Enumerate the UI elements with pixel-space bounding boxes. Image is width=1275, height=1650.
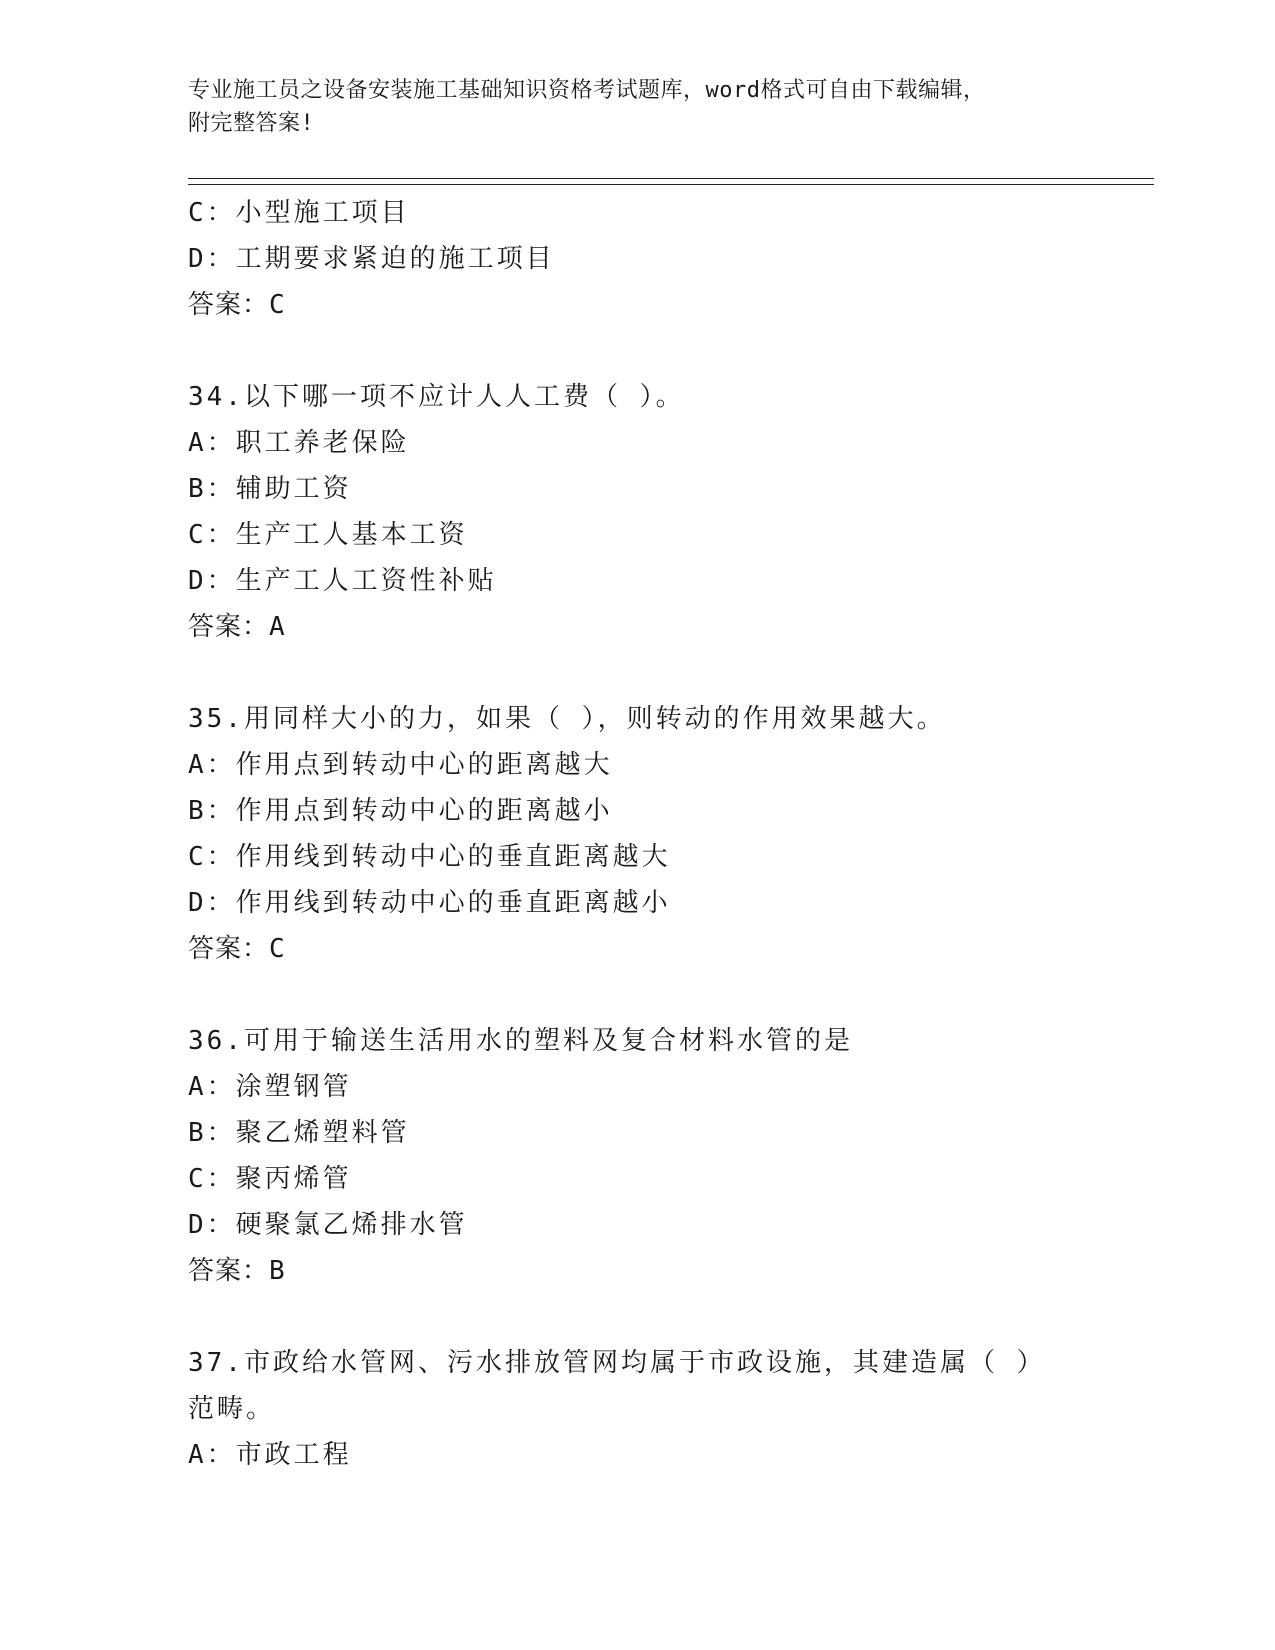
answer-line: [188, 926, 1088, 972]
header-rule-top: [188, 178, 1154, 179]
option-d: D：生产工人工资性补贴: [188, 566, 497, 596]
question-list: [188, 190, 1088, 1478]
answer-line: [188, 604, 1088, 650]
question-37: [188, 1340, 1088, 1478]
option-a: A：涂塑钢管: [188, 1072, 352, 1102]
header-line-2: 附完整答案!: [188, 111, 315, 136]
answer-value: A: [269, 612, 286, 642]
question-34: [188, 374, 1088, 650]
question-stem: 34.以下哪一项不应计人人工费（ ）。: [188, 382, 685, 412]
option-c: C：聚丙烯管: [188, 1164, 352, 1194]
option-c: C：作用线到转动中心的垂直距离越大: [188, 842, 671, 872]
option-b: B：作用点到转动中心的距离越小: [188, 796, 613, 826]
answer-label: 答案：: [188, 1256, 270, 1286]
document-header: [188, 74, 1088, 140]
option-a: A：职工养老保险: [188, 428, 410, 458]
question-continued: [188, 190, 1088, 328]
question-35: [188, 696, 1088, 972]
answer-line: [188, 1248, 1088, 1294]
question-stem: 37.市政给水管网、污水排放管网均属于市政设施，其建造属（ ）范畴。: [188, 1348, 1046, 1424]
answer-value: C: [269, 934, 286, 964]
option-d: D：硬聚氯乙烯排水管: [188, 1210, 468, 1240]
answer-label: 答案：: [188, 612, 270, 642]
answer-line: [188, 282, 1088, 328]
option-a: A：市政工程: [188, 1440, 352, 1470]
question-stem: 36.可用于输送生活用水的塑料及复合材料水管的是: [188, 1026, 853, 1056]
option-b: B：辅助工资: [188, 474, 352, 504]
option-a: A：作用点到转动中心的距离越大: [188, 750, 613, 780]
option-c: C：生产工人基本工资: [188, 520, 468, 550]
header-rule-bottom: [188, 184, 1154, 185]
option-c: C：小型施工项目: [188, 198, 410, 228]
option-b: B：聚乙烯塑料管: [188, 1118, 410, 1148]
option-d: D：作用线到转动中心的垂直距离越小: [188, 888, 671, 918]
header-line-1: 专业施工员之设备安装施工基础知识资格考试题库，word格式可自由下载编辑，: [188, 78, 986, 103]
answer-label: 答案：: [188, 290, 270, 320]
answer-label: 答案：: [188, 934, 270, 964]
question-stem: 35.用同样大小的力，如果（ ），则转动的作用效果越大。: [188, 704, 946, 734]
option-d: D：工期要求紧迫的施工项目: [188, 244, 555, 274]
question-36: [188, 1018, 1088, 1294]
answer-value: C: [269, 290, 286, 320]
answer-value: B: [269, 1256, 286, 1286]
